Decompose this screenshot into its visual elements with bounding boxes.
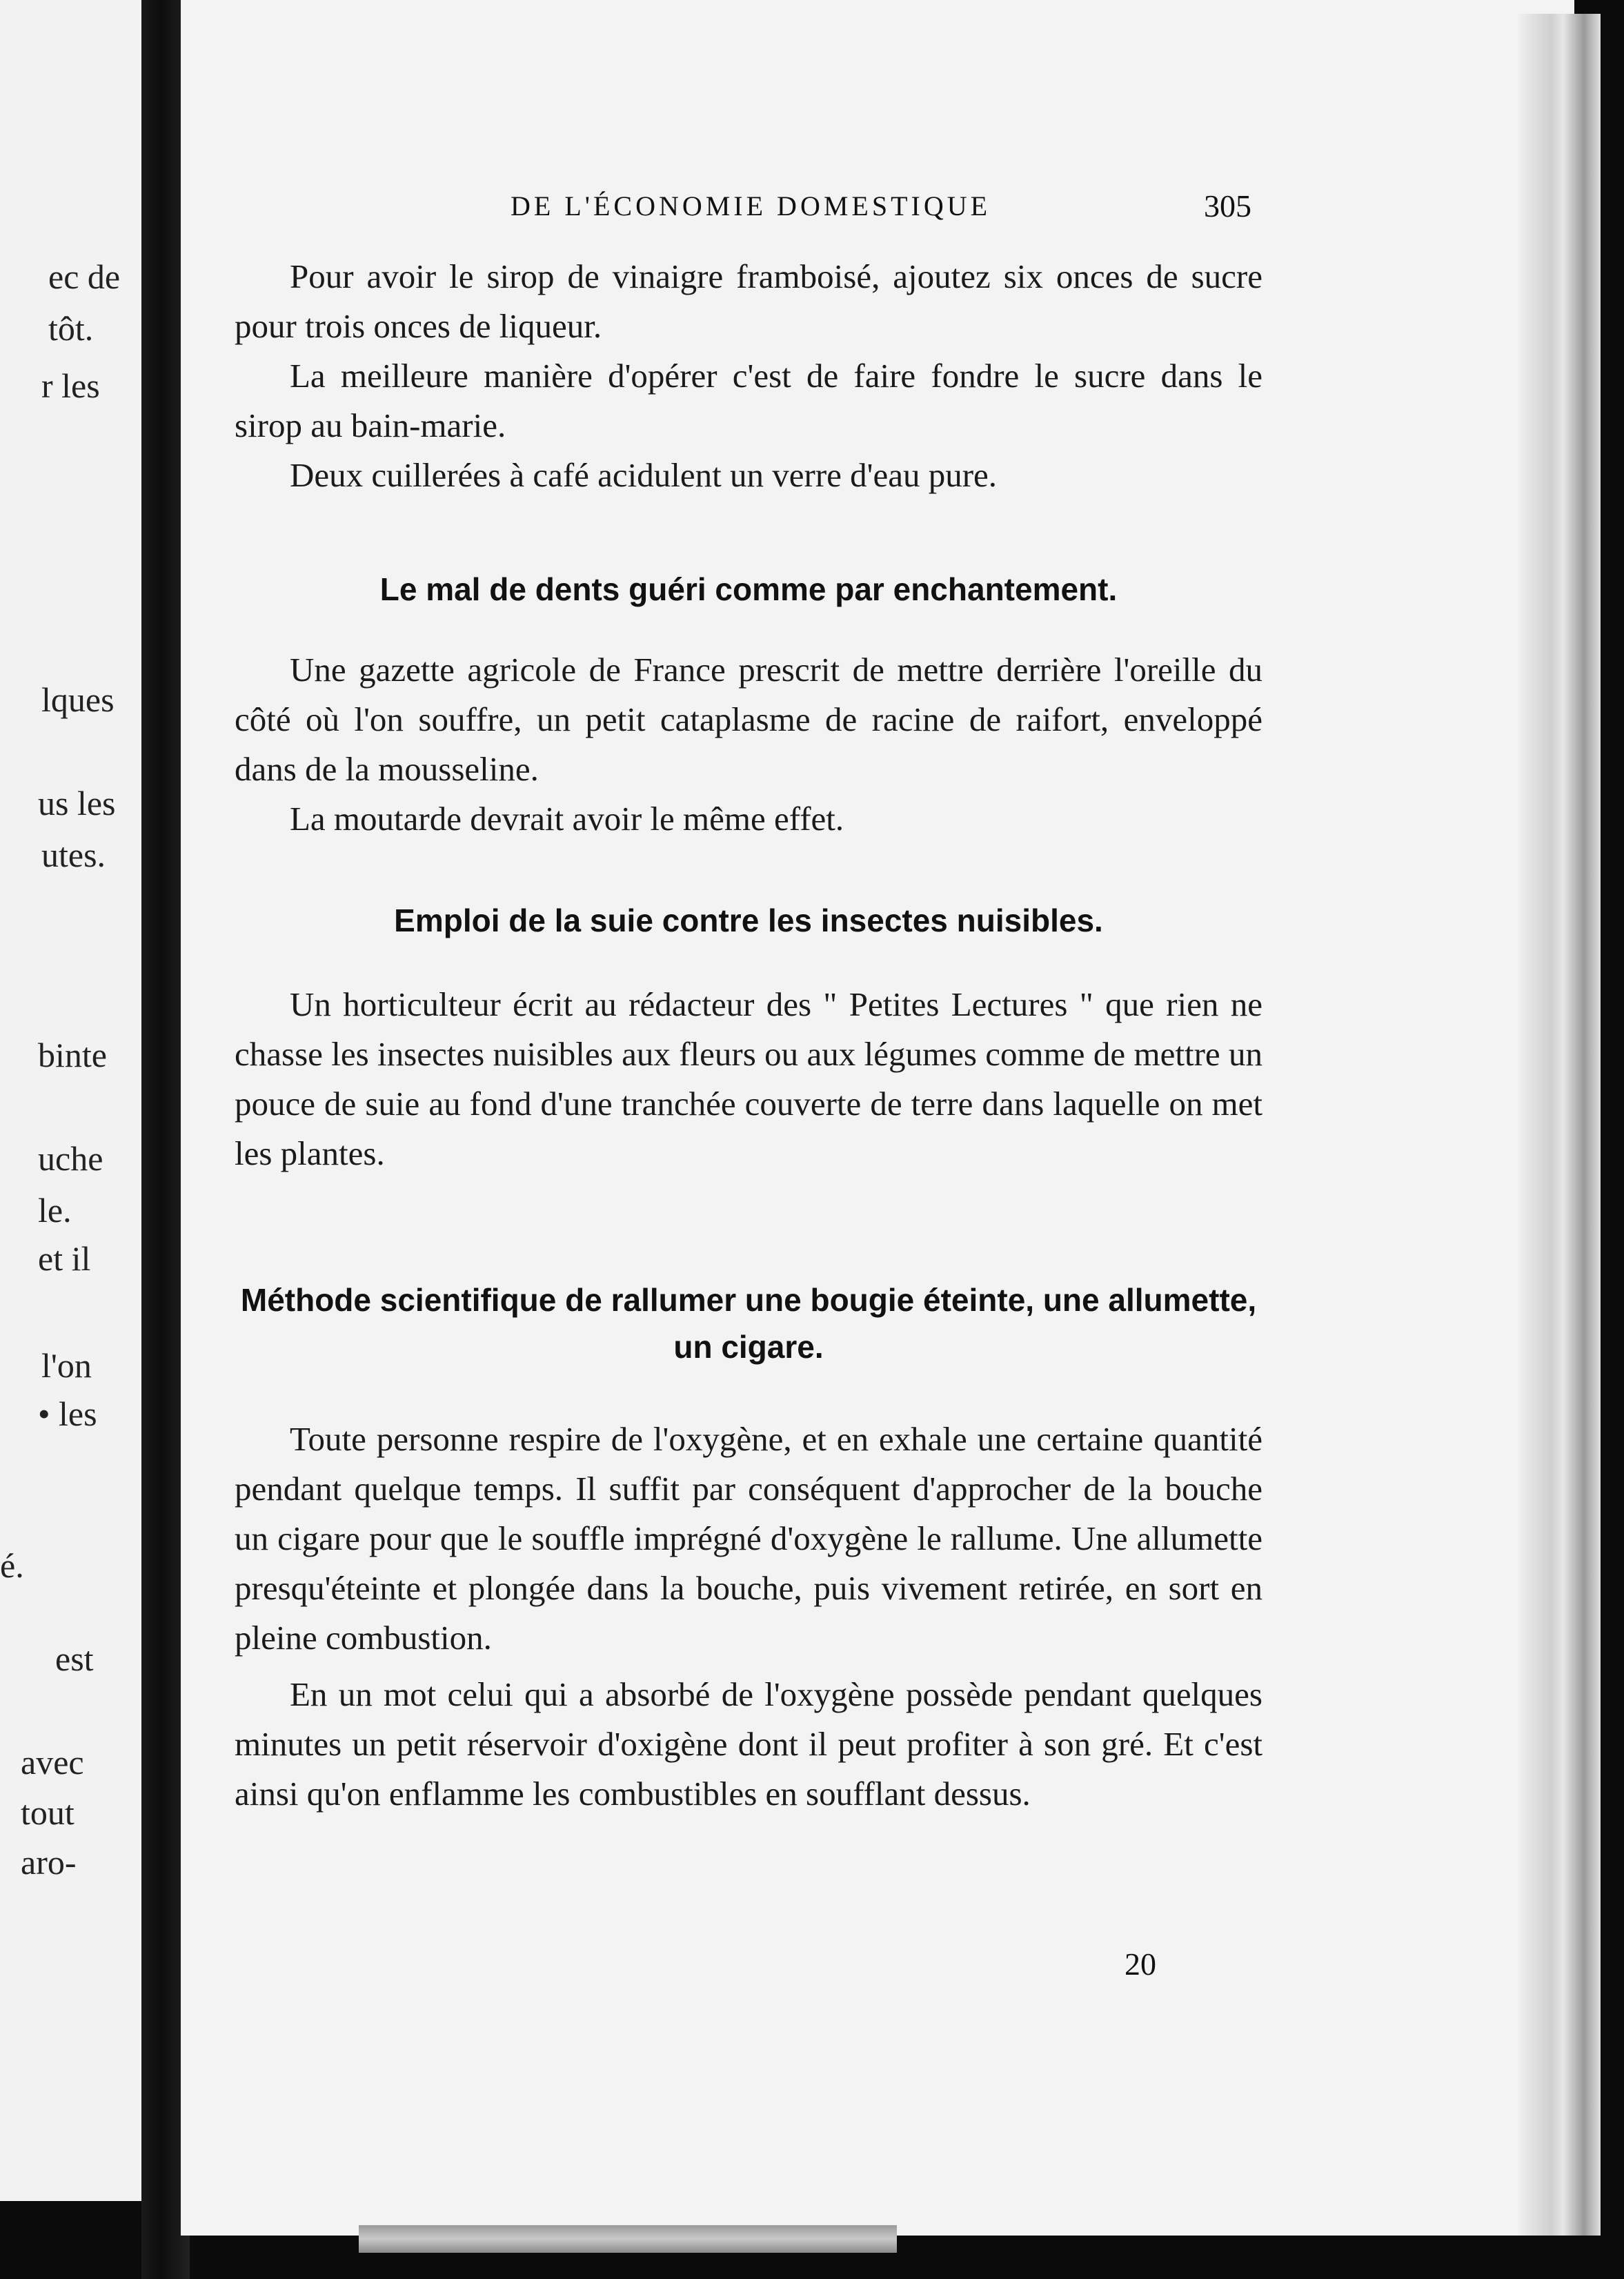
left-line: r les <box>41 366 100 405</box>
left-line: tôt. <box>48 309 94 348</box>
signature-mark: 20 <box>1125 1946 1156 1982</box>
page-bottom-edge <box>359 2225 897 2253</box>
paragraph: Toute personne respire de l'oxygène, et en exhale une certaine quantité pendant quelque temps. Il suffit par conséquent d'approcher de la bouche un cigare pour que le souffle imprégné d'oxygène le rallume. Une allumette presqu'éteinte et plongée dans la bouche, puis vivement retirée, en sort en pleine combustion. <box>235 1420 1262 1657</box>
left-line: uche <box>38 1139 103 1178</box>
left-line: utes. <box>41 836 106 874</box>
page-number: 305 <box>1204 188 1251 224</box>
left-line: l'on <box>41 1346 92 1385</box>
section-body <box>235 980 1262 1178</box>
section-title: Méthode scientifique de rallumer une bougie éteinte, une allumette, un cigare. <box>240 1282 1257 1365</box>
paragraph: En un mot celui qui a absorbé de l'oxygène possède pendant quelques minutes un petit réservoir d'oxigène dont il peut profiter à son gré. Et c'est ainsi qu'on enflamme les combustibles en soufflant dessus. <box>235 1675 1262 1813</box>
left-line: le. <box>38 1191 72 1230</box>
paragraph: Pour avoir le sirop de vinaigre framboisé, ajoutez six onces de sucre pour trois onces de liqueur. <box>235 257 1262 345</box>
running-header: DE L'ÉCONOMIE DOMESTIQUE <box>511 190 991 221</box>
left-line: avec <box>21 1743 84 1782</box>
section-body <box>235 1414 1262 1819</box>
left-line: est <box>55 1639 94 1678</box>
section-title: Le mal de dents guéri comme par enchantement. <box>379 571 1118 607</box>
left-line: lques <box>41 680 115 719</box>
left-line: binte <box>38 1036 107 1074</box>
section-body <box>235 645 1262 844</box>
paragraph: Un horticulteur écrit au rédacteur des " Petites Lectures " que rien ne chasse les insectes nuisibles aux fleurs ou aux légumes comme de mettre un pouce de suie au fond d'une tranchée couverte de terre dans laquelle on met les plantes. <box>235 985 1262 1172</box>
paragraph: Une gazette agricole de France prescrit de mettre derrière l'oreille du côté où l'on souffre, un petit cataplasme de racine de raifort, enveloppé dans de la mousseline. <box>235 651 1262 788</box>
left-line: aro- <box>21 1843 77 1882</box>
left-line: ec de <box>48 257 121 296</box>
left-line: us les <box>38 784 116 822</box>
intro-text <box>235 252 1262 500</box>
paragraph: La meilleure manière d'opérer c'est de faire fondre le sucre dans le sirop au bain-marie. <box>235 357 1262 444</box>
paragraph: La moutarde devrait avoir le même effet. <box>290 800 844 838</box>
left-line: tout <box>21 1793 75 1832</box>
left-line: • les <box>38 1394 97 1433</box>
paragraph: Deux cuillerées à café acidulent un verre d'eau pure. <box>290 456 998 494</box>
left-line: é. <box>0 1546 24 1585</box>
page-edge <box>1518 14 1601 2236</box>
left-line: et il <box>38 1239 91 1278</box>
left-page-fragment <box>0 0 141 2201</box>
section-title: Emploi de la suie contre les insectes nuisibles. <box>394 902 1103 938</box>
